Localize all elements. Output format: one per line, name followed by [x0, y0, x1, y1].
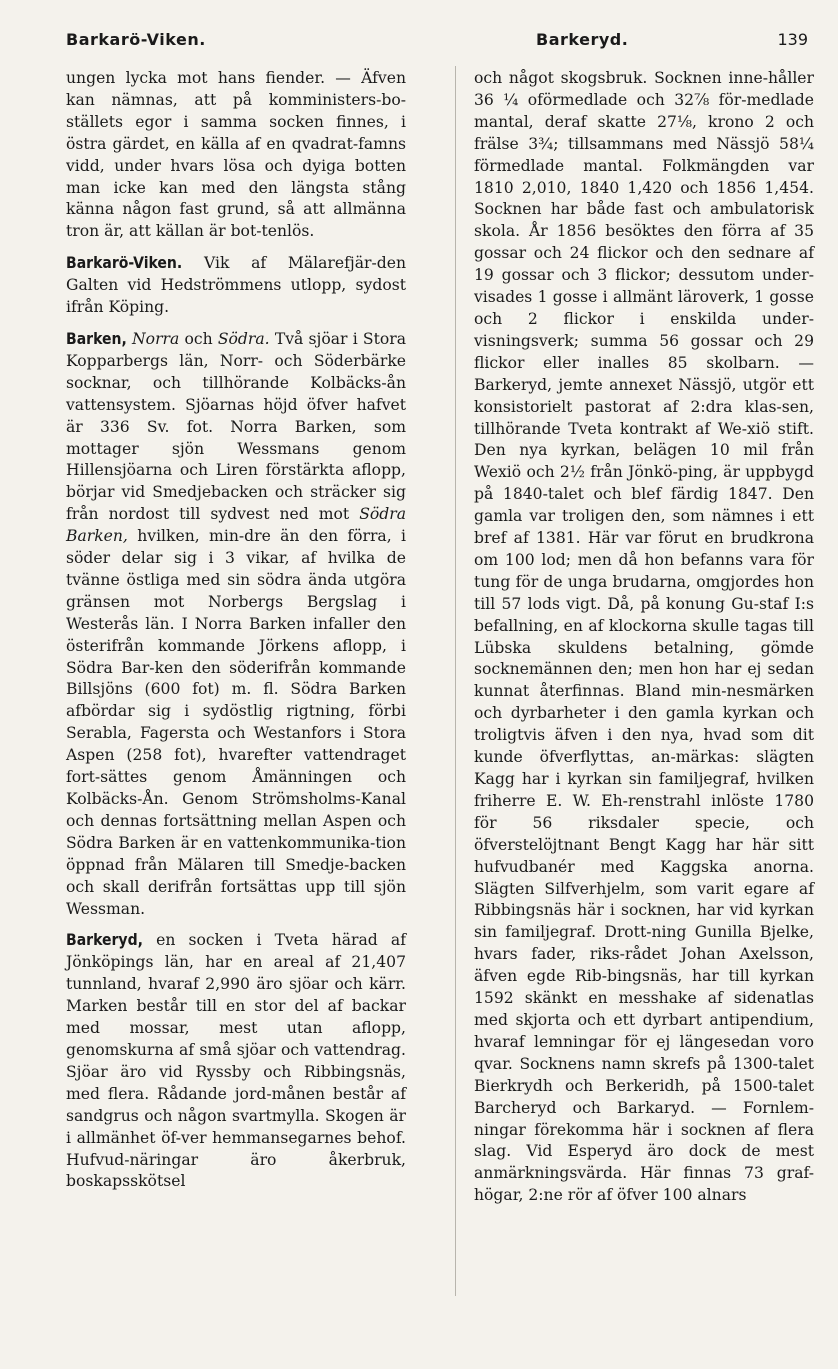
- entry-text: Vik af Mälarefjär-den Galten vid Hedströmmens utlopp, sydost ifrån Köping.: [66, 254, 406, 317]
- header-right-title: Barkeryd.: [536, 30, 629, 49]
- italic-term: Södra Barken,: [66, 505, 406, 546]
- page-number: 139: [777, 30, 808, 49]
- headword: Barkarö-Viken.: [66, 254, 183, 273]
- headword: Barken,: [66, 329, 127, 348]
- entry-text: Två sjöar i Stora Kopparbergs län, Norr- och Söderbärke socknar, och tillhörande Kolbäcks-ån vattensystem. Sjöarnas höjd öfver hafvet är 336 Sv. fot. Norra Barken, som mottager sjön Wessmans genom Hillensjöarna och Liren förstärkta aflopp, börjar vid Smedjebacken och sträcker sig från nordost till sydvest ned mot: [66, 329, 406, 524]
- column-divider: [455, 66, 456, 1296]
- entry-barkeryd: [66, 930, 406, 1193]
- header-left-title: Barkarö-Viken.: [66, 30, 206, 49]
- running-header: [66, 30, 808, 50]
- italic-term: Norra: [132, 329, 180, 348]
- entry-text: och: [179, 329, 218, 348]
- entry-barkaro-viken: [66, 253, 406, 319]
- paragraph-continuation: ungen lycka mot hans fiender. — Äfven kan nämnas, att på komministers-bo-ställets egor i samma socken finnes, i östra gärdet, en källa af en qvadrat-famns vidd, under hvars lösa och dyiga botten man icke kan med den längsta stång känna någon fast grund, så att allmänna tron är, att källan är bot-tenlös.: [66, 69, 406, 241]
- entry-text: hvilken, min-dre än den förra, i söder delar sig i 3 vikar, af hvilka de tvänne östliga med sin södra ända utgöra gränsen mot Norbergs Bergslag i Westerås län. I Norra Barken infaller den österifrån kommande Jörkens aflopp, i Södra Bar-ken den söderifrån kommande Billsjöns (600 fot) m. fl. Södra Barken afbördar sig i sydöstlig rigtning, förbi Serabla, Fagersta och Westanfors i Stora Aspen (258 fot), hvarefter vattendraget fort-sättes genom Åmänningen och Kolbäcks-Ån. Genom Strömsholms-Kanal och dennas fortsättning mellan Aspen och Södra Barken är en vattenkommunika-tion öppnad från Mälaren till Smedje-backen och skall derifrån fortsättas upp till sjön Wessman.: [66, 527, 406, 918]
- paragraph-continuation: och något skogsbruk. Socknen inne-håller 36 ¼ oförmedlade och 32⅞ för-medlade mantal, deraf skatte 27⅛, krono 2 och frälse 3¾; tillsammans med Nässjö 58¼ förmedlade mantal. Folkmängden var 1810 2,010, 1840 1,420 och 1856 1,454. Socknen har både fast och ambulatorisk skola. År 1856 besöktes den förra af 35 gossar och 24 flickor och den sednare af 19 gossar och 3 flickor; dessutom under-visades 1 gosse i allmänt läroverk, 1 gosse och 2 flickor i enskilda under-visningsverk; summa 56 gossar och 29 flickor eller inalles 85 skolbarn. — Barkeryd, jemte annexet Nässjö, utgör ett konsistorielt pastorat af 2:dra klas-sen, tillhörande Tveta kontrakt af We-xiö stift. Den nya kyrkan, belägen 10 mil från Wexiö och 2½ från Jönkö-ping, är uppbygd på 1840-talet och blef färdig 1847. Den gamla var troligen den, som nämnes i ett bref af 1381. Här var förut en brudkrona om 100 lod; men då hon befanns vara för tung för de unga brudarna, omgjordes hon till 57 lods vigt. Då, på konung Gu-staf I:s befallning, en af klockorna skulle tagas till Lübska skuldens betalning, gömde socknemännen den; men hon har ej sedan kunnat återfinnas. Bland min-nesmärken och dyrbarheter i den gamla kyrkan och troligtvis äfven i den nya, hvad som dit kunde öfverflyttas, an-märkas: slägten Kagg har i kyrkan sin familjegraf, hvilken friherre E. W. Eh-renstrahl inlöste 1780 för 56 riksdaler specie, och öfverstelöjtnant Bengt Kagg har här sitt hufvudbanér med Kaggska anorna. Slägten Silfverhjelm, som varit egare af Ribbingsnäs här i socknen, har vid kyrkan sin familjegraf. Drott-ning Gunilla Bjelke, hvars fader, riks-rådet Johan Axelsson, äfven egde Rib-bingsnäs, har till kyrkan 1592 skänkt en messhake af sidenatlas med skjorta och ett dyrbart antipendium, hvaraf lemningar för ej längesedan voro qvar. Socknens namn skrefs på 1300-talet Bierkrydh och Berkeridh, på 1500-talet Barcheryd och Barkaryd. — Fornlem-ningar förekomma här i socknen af flera slag. Vid Esperyd äro dock de mest anmärkningsvärda. Här finnas 73 graf-högar, 2:ne rör af öfver 100 alnars: [474, 69, 814, 1205]
- italic-term: Södra.: [217, 329, 270, 348]
- headword: Barkeryd,: [66, 931, 143, 950]
- left-column: [66, 68, 406, 1193]
- right-column: [474, 68, 814, 1207]
- entry-text: en socken i Tveta härad af Jönköpings län, har en areal af 21,407 tunnland, hvaraf 2,990 äro sjöar och kärr. Marken består till en stor del af backar med mossar, mest utan aflopp, genomskurna af små sjöar och vattendrag. Sjöar äro vid Ryssby och Ribbingsnäs, med flera. Rådande jord-månen består af sandgrus och någon svartmylla. Skogen är i allmänhet öf-ver hemmansegarnes behof. Hufvud-näringar äro åkerbruk, boskapsskötsel: [66, 931, 406, 1191]
- entry-barken: [66, 329, 406, 920]
